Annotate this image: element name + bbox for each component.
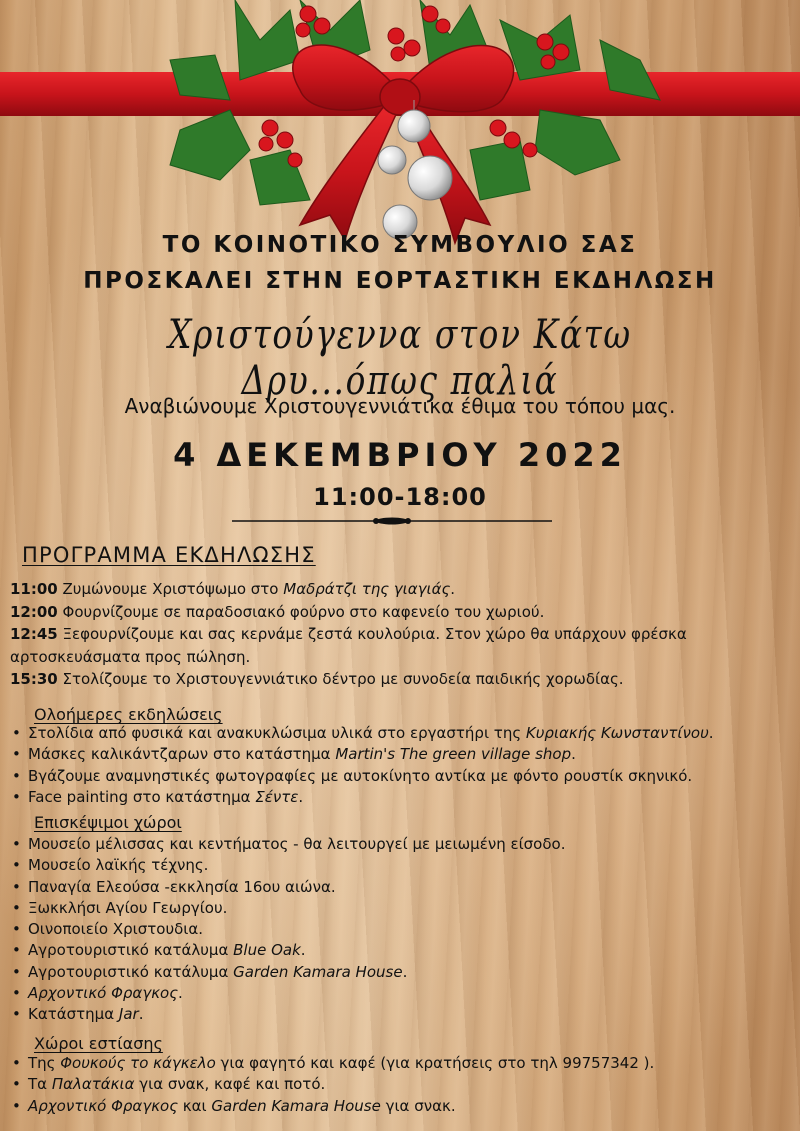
item-place: Φουκούς το κάγκελο <box>60 1054 216 1072</box>
list-item <box>8 877 565 898</box>
list-item <box>8 766 714 787</box>
list-item <box>8 787 714 808</box>
item-place: Αρχοντικό Φραγκος <box>28 1096 179 1115</box>
list-item <box>8 1053 654 1074</box>
item-text: Μουσείο λαϊκής τέχνης. <box>28 856 209 875</box>
item-place: Jar <box>118 1005 139 1024</box>
item-text: Της <box>28 1054 61 1072</box>
sites-list <box>8 834 565 1026</box>
christmas-bow-icon <box>0 0 800 250</box>
allday-list <box>8 723 714 808</box>
program-item <box>10 578 795 601</box>
item-text-end: για σνακ, καφέ και ποτό. <box>134 1075 326 1094</box>
item-place: Κυριακής Κωνσταντίνου <box>525 724 709 742</box>
list-item <box>8 834 565 855</box>
invitation-line: ΠΡΟΣΚΑΛΕΙ ΣΤΗΝ ΕΟΡΤΑΣΤΙΚΗ ΕΚΔΗΛΩΣΗ <box>83 268 717 294</box>
item-text-end: . <box>178 984 183 1003</box>
allday-title: Ολοήμερες εκδηλώσεις <box>34 705 223 724</box>
program-item <box>10 668 795 691</box>
item-text-end: για σνακ. <box>380 1096 456 1115</box>
item-place: Blue Oak <box>233 941 301 960</box>
event-subtitle: Αναβιώνουμε Χριστουγεννιάτικα έθιμα του τόπου μας. <box>124 394 676 418</box>
item-text: Μουσείο μέλισσας και κεντήματος - θα λειτουργεί με μειωμένη είσοδο. <box>28 835 566 853</box>
program-time: 12:00 <box>10 602 58 621</box>
event-title: Χριστούγεννα στον Κάτω Δρυ...όπως παλιά <box>168 312 632 404</box>
list-item <box>8 1004 565 1025</box>
item-place: Martin's The green village shop <box>335 745 572 764</box>
dining-list <box>8 1053 654 1117</box>
sites-title: Επισκέψιμοι χώροι <box>34 813 182 832</box>
item-text-end: για φαγητό και καφέ (για κρατήσεις στο τηλ 99757342 ). <box>215 1054 655 1072</box>
item-text-end: . <box>402 962 408 981</box>
program-item <box>10 623 795 668</box>
item-text-end: . <box>138 1005 144 1024</box>
list-item <box>8 919 565 940</box>
item-place: Παλατάκια <box>51 1075 135 1094</box>
program-text: Στολίζουμε το Χριστουγεννιάτικο δέντρο με συνοδεία παιδικής χορωδίας. <box>57 670 624 688</box>
item-text: Face painting στο κατάστημα <box>28 787 256 806</box>
program-time: 12:45 <box>10 625 58 643</box>
program-text: Ζυμώνουμε Χριστόψωμο στο <box>57 580 284 598</box>
item-text: Αγροτουριστικό κατάλυμα <box>28 941 234 960</box>
program-list <box>10 578 795 691</box>
list-item <box>8 1096 654 1117</box>
item-place: Garden Kamara House <box>211 1096 381 1115</box>
item-place: Σέντε <box>255 787 299 806</box>
item-text: Στολίδια από φυσικά και ανακυκλώσιμα υλικά στο εργαστήρι της <box>28 724 526 742</box>
item-place: Αρχοντικό Φραγκος <box>28 984 179 1003</box>
list-item <box>8 1074 654 1095</box>
event-time: 11:00-18:00 <box>313 483 487 511</box>
program-text-end: . <box>450 580 456 598</box>
item-text-end: . <box>298 787 304 806</box>
program-place: Μαδράτζι της γιαγιάς <box>283 580 451 598</box>
item-place: Garden Kamara House <box>233 962 403 981</box>
list-item <box>8 940 565 961</box>
item-text-end: και <box>178 1096 212 1115</box>
list-item <box>8 983 565 1004</box>
list-item <box>8 723 714 744</box>
list-item <box>8 744 714 765</box>
program-item <box>10 601 795 624</box>
item-text: Ξωκκλήσι Αγίου Γεωργίου. <box>28 898 228 917</box>
item-text: Βγάζουμε αναμνηστικές φωτογραφίες με αυτοκίνητο αντίκα με φόντο ρουστίκ σκηνικό. <box>28 766 693 785</box>
item-text-end: . <box>571 745 576 764</box>
dining-title: Χώροι εστίασης <box>34 1034 163 1053</box>
item-text: Αγροτουριστικό κατάλυμα <box>28 962 234 981</box>
program-time: 11:00 <box>10 580 58 598</box>
item-text: Οινοποιείο Χριστουδια. <box>28 920 204 939</box>
item-text: Μάσκες καλικάντζαρων στο κατάστημα <box>28 745 336 764</box>
program-text: Ξεφουρνίζουμε και σας κερνάμε ζεστά κουλούρια. Στον χώρο θα υπάρχουν φρέσκα αρτοσκευάσματα προς πώληση. <box>10 625 687 666</box>
item-text: Κατάστημα <box>28 1005 119 1024</box>
item-text: Τα <box>28 1075 52 1094</box>
list-item <box>8 855 565 876</box>
item-text-end: . <box>708 724 714 742</box>
item-text-end: . <box>300 941 306 960</box>
list-item <box>8 962 565 983</box>
item-text: Παναγία Ελεούσα -εκκλησία 16ου αιώνα. <box>28 877 336 896</box>
council-line: ΤΟ ΚΟΙΝΟΤΙΚΟ ΣΥΜΒΟΥΛΙΟ ΣΑΣ <box>162 232 638 258</box>
event-date: 4 ΔΕΚΕΜΒΡΙΟΥ 2022 <box>173 436 627 474</box>
program-text: Φουρνίζουμε σε παραδοσιακό φούρνο στο καφενείο του χωριού. <box>57 602 545 621</box>
list-item <box>8 898 565 919</box>
program-time: 15:30 <box>10 670 58 688</box>
program-title: ΠΡΟΓΡΑΜΜΑ ΕΚΔΗΛΩΣΗΣ <box>22 543 316 567</box>
